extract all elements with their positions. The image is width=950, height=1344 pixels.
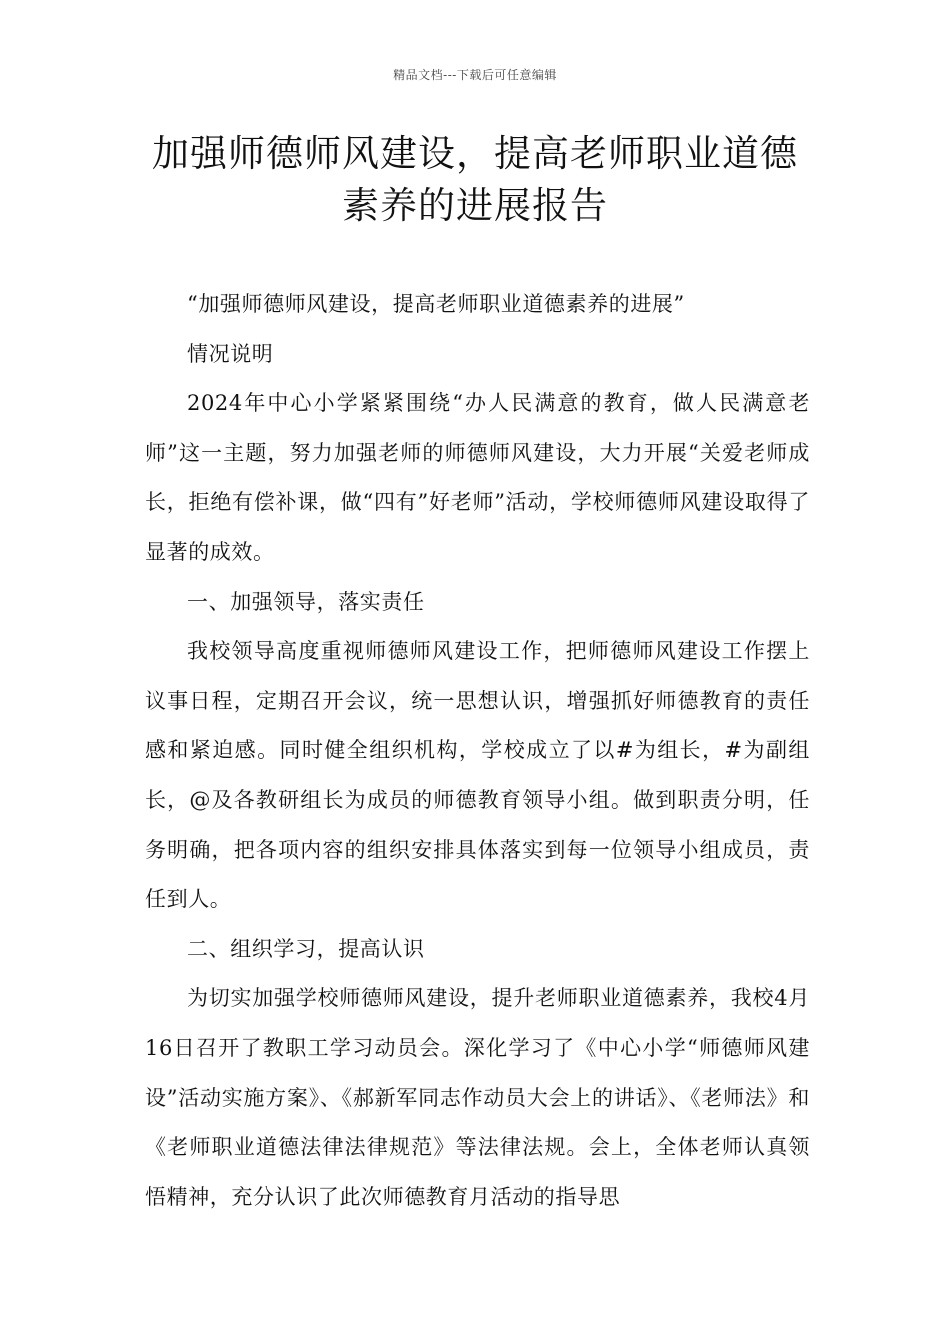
header-note: 精品文档---下载后可任意编辑 (393, 68, 557, 82)
body-paragraph: 2024年中心小学紧紧围绕“办人民满意的教育，做人民满意老师”这一主题，努力加强老师的师德师风建设，大力开展“关爱老师成长，拒绝有偿补课，做“四有”好老师”活动，学校师德师风建设取得了显著的成效。 (145, 391, 810, 564)
document-body (145, 280, 810, 1222)
section-heading-1: 一、加强领导，落实责任 (187, 589, 425, 614)
title-line-2: 素养的进展报告 (342, 184, 608, 227)
section-heading-2: 二、组织学习，提高认识 (187, 936, 425, 961)
subtitle-paragraph: “加强师德师风建设，提高老师职业道德素养的进展” (187, 292, 685, 316)
document-title (120, 128, 830, 232)
body-paragraph: 我校领导高度重视师德师风建设工作，把师德师风建设工作摆上议事日程，定期召开会议，统一思想认识，增强抓好师德教育的责任感和紧迫感。同时健全组织机构，学校成立了以#为组长，#为副组长，@及各教研组长为成员的师德教育领导小组。做到职责分明，任务明确，把各项内容的组织安排具体落实到每一位领导小组成员，责任到人。 (145, 639, 810, 912)
title-line-1: 加强师德师风建设，提高老师职业道德 (152, 132, 798, 175)
body-paragraph: 为切实加强学校师德师风建设，提升老师职业道德素养，我校4月16日召开了教职工学习动员会。深化学习了《中心小学“师德师风建设”活动实施方案》、《郝新军同志作动员大会上的讲话》、《老师法》和《老师职业道德法律法律规范》等法律法规。会上，全体老师认真领悟精神，充分认识了此次师德教育月活动的指导思 (145, 986, 810, 1209)
section-label-situation: 情况说明 (187, 341, 274, 366)
